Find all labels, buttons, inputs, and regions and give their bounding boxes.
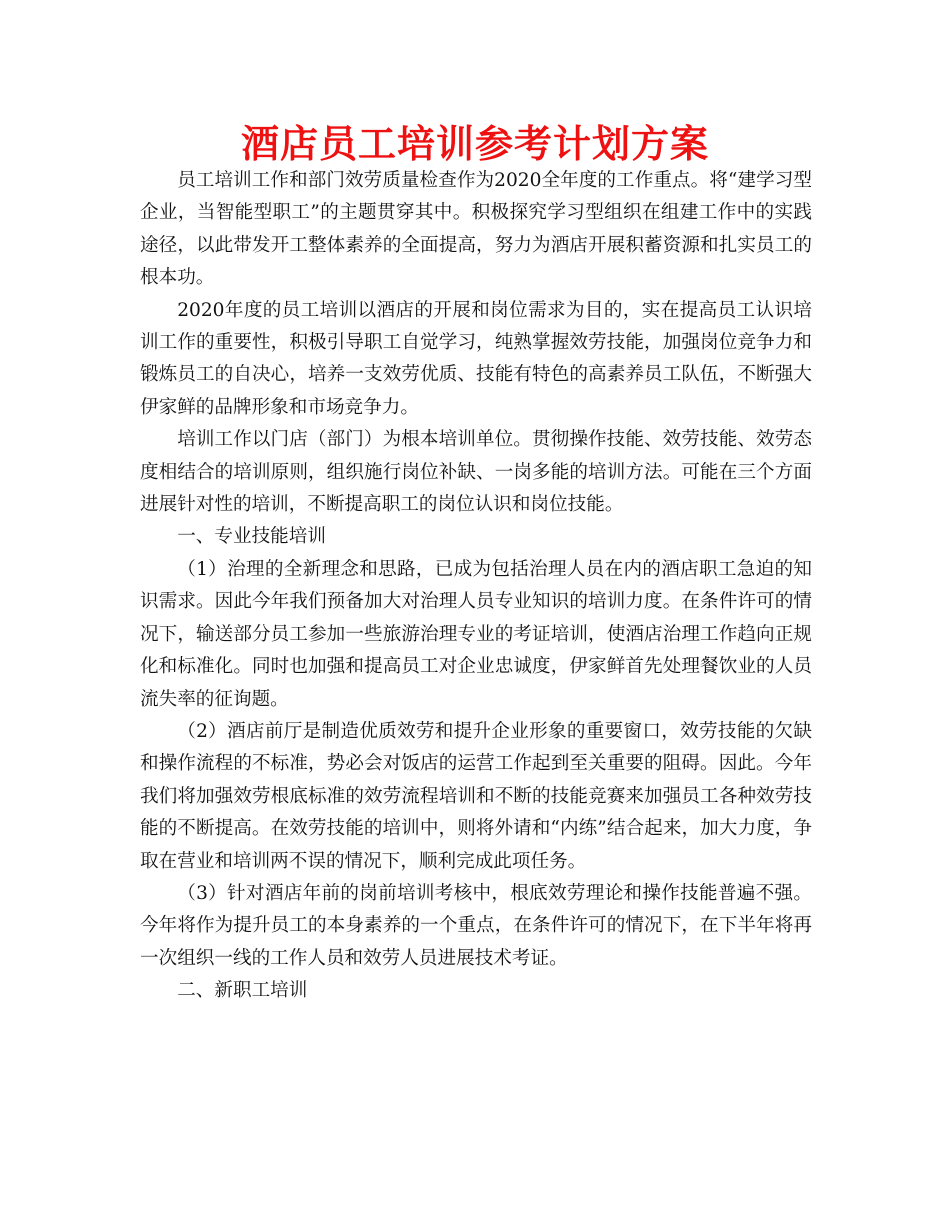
paragraph-item-3: （3）针对酒店年前的岗前培训考核中，根底效劳理论和操作技能普遍不强。今年将作为提升员工的本身素养的一个重点，在条件许可的情况下，在下半年将再一次组织一线的工作人员和效劳人员进展技术考证。 (140, 882, 812, 969)
document-title: 酒店员工培训参考计划方案 (240, 121, 709, 166)
paragraph-intro: 员工培训工作和部门效劳质量检查作为2020全年度的工作重点。将“建学习型企业，当智能型职工”的主题贯穿其中。积极探究学习型组织在组建工作中的实践途径，以此带发开工整体素养的全面提高，努力为酒店开展积蓄资源和扎实员工的根本功。 (140, 170, 812, 289)
section-heading-skills: 一、专业技能培训 (177, 526, 326, 548)
paragraph-item-2: （2）酒店前厅是制造优质效劳和提升企业形象的重要窗口，效劳技能的欠缺和操作流程的不标准，势必会对饭店的运营工作起到至关重要的阻碍。因此。今年我们将加强效劳根底标准的效劳流程培训和不断的技能竞赛来加强员工各种效劳技能的不断提高。在效劳技能的培训中，则将外请和“内练”结合起来，加大力度，争取在营业和培训两不误的情况下，顺利完成此项任务。 (140, 720, 812, 872)
paragraph-principles: 培训工作以门店（部门）为根本培训单位。贯彻操作技能、效劳技能、效劳态度相结合的培训原则，组织施行岗位补缺、一岗多能的培训方法。可能在三个方面进展针对性的培训，不断提高职工的岗位认识和岗位技能。 (140, 429, 812, 516)
section-heading-new-staff: 二、新职工培训 (177, 980, 308, 1002)
document-body (140, 165, 812, 1008)
paragraph-goals: 2020年度的员工培训以酒店的开展和岗位需求为目的，实在提高员工认识培训工作的重要性，积极引导职工自觉学习，纯熟掌握效劳技能，加强岗位竞争力和锻炼员工的自决心，培养一支效劳优质、技能有特色的高素养员工队伍，不断强大伊家鲜的品牌形象和市场竞争力。 (140, 299, 812, 418)
paragraph-item-1: （1）治理的全新理念和思路，已成为包括治理人员在内的酒店职工急迫的知识需求。因此今年我们预备加大对治理人员专业知识的培训力度。在条件许可的情况下，输送部分员工参加一些旅游治理专业的考证培训，使酒店治理工作趋向正规化和标准化。同时也加强和提高员工对企业忠诚度，伊家鲜首先处理餐饮业的人员流失率的征询题。 (140, 558, 812, 710)
